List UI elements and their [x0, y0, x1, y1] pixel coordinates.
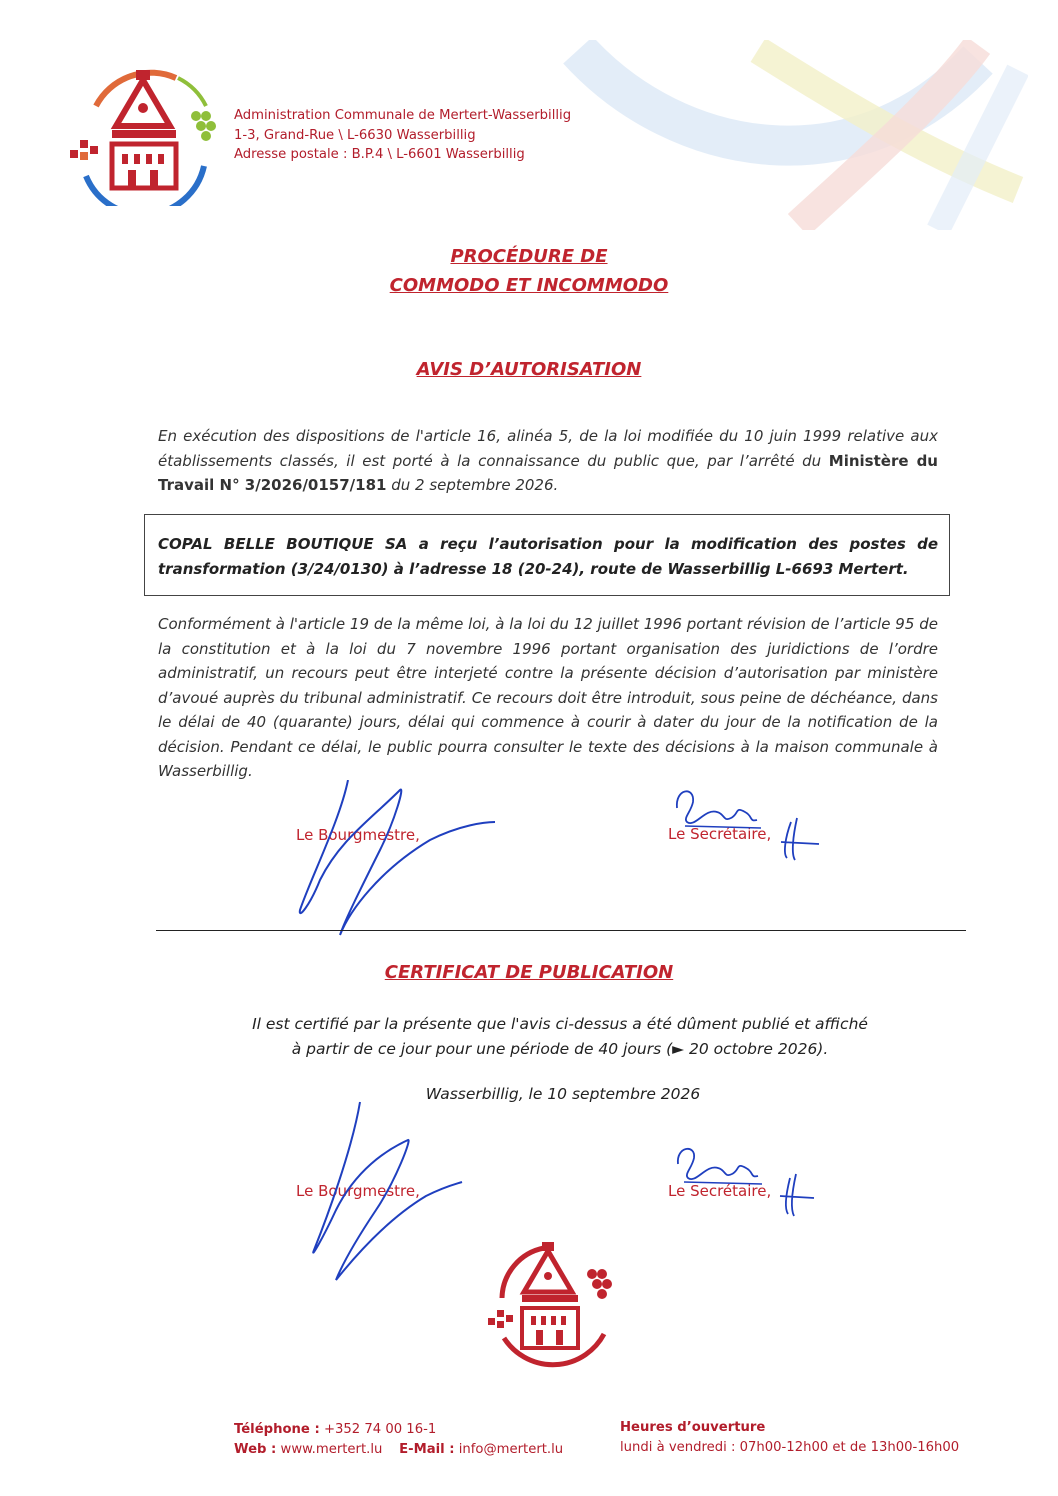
municipality-stamp-icon	[484, 1238, 620, 1370]
email-label: E-Mail :	[399, 1442, 455, 1457]
certificate-title: CERTIFICAT DE PUBLICATION	[384, 962, 674, 983]
secretary-label-2: Le Secrétaire,	[668, 1182, 772, 1200]
municipality-logo-icon	[66, 66, 226, 206]
mayor-signature-2-icon	[296, 1100, 466, 1290]
certificate-text	[0, 1012, 1058, 1062]
intro-text-part1: En exécution des dispositions de l'article 16, alinéa 5, de la loi modifiée du 10 juin 1999 relative aux établissements classés, il est porté à la connaissance du public que, par l’arrêté du	[158, 427, 938, 470]
phone-number: +352 74 00 16-1	[323, 1422, 437, 1437]
authorization-text: COPAL BELLE BOUTIQUE SA a reçu l’autorisation pour la modification des postes de transformation (3/24/0130) à l’adresse 18 (20-24), route de Wasserbillig L-6693 Mertert.	[158, 535, 938, 578]
organization-postal-address: Adresse postale : B.P.4 \ L-6601 Wasserbillig	[234, 147, 525, 162]
mayor-label-2: Le Bourgmestre,	[296, 1182, 420, 1200]
website-link[interactable]: www.mertert.lu	[280, 1442, 383, 1457]
decorative-swoosh	[558, 40, 1028, 230]
secretary-label: Le Secrétaire,	[668, 825, 772, 843]
web-label: Web :	[234, 1442, 277, 1457]
certificate-line2: à partir de ce jour pour une période de 40 jours (► 20 octobre 2026).	[291, 1040, 829, 1058]
organization-header	[234, 106, 571, 165]
notice-title: AVIS D’AUTORISATION	[416, 359, 642, 380]
hours-label: Heures d’ouverture	[620, 1420, 766, 1435]
document-title-line1: PROCÉDURE DE	[450, 246, 608, 267]
organization-name: Administration Communale de Mertert-Wasserbillig	[234, 108, 572, 123]
section-divider	[156, 930, 966, 931]
organization-address: 1-3, Grand-Rue \ L-6630 Wasserbillig	[234, 127, 476, 143]
mayor-label: Le Bourgmestre,	[296, 826, 420, 844]
mayor-signature-icon	[290, 780, 500, 940]
appeal-paragraph: Conformément à l'article 19 de la même loi, à la loi du 12 juillet 1996 portant révision de l’article 95 de la constitution et à la loi du 7 novembre 1996 portant organisation des juridictions de l’ordre administratif, un recours peut être interjeté contre la présente décision d’autorisation par ministère d’avoué auprès du tribunal administratif. Ce recours doit être introduit, sous peine de déchéance, dans le délai de 40 (quarante) jours, délai qui commence à courir à dater du jour de la notification de la décision. Pendant ce délai, le public pourra consulter le texte des décisions à la maison communale à Wasserbillig.	[158, 615, 938, 780]
phone-label: Téléphone :	[234, 1422, 320, 1437]
place-date: Wasserbillig, le 10 septembre 2026	[425, 1085, 701, 1103]
intro-paragraph	[158, 424, 938, 498]
email-link[interactable]: info@mertert.lu	[458, 1442, 564, 1457]
footer-hours	[620, 1418, 959, 1458]
secretary-signature-2-icon	[668, 1136, 828, 1226]
certificate-line1: Il est certifié par la présente que l'avis ci-dessus a été dûment publié et affiché	[252, 1015, 868, 1033]
document-title-line2: COMMODO ET INCOMMODO	[389, 275, 669, 296]
ministry-reference: Ministère du Travail N° 3/2026/0157/181	[158, 451, 938, 494]
hours-text: lundi à vendredi : 07h00-12h00 et de 13h00-16h00	[620, 1440, 960, 1455]
intro-text-part2: du 2 septembre 2026.	[386, 476, 559, 494]
footer-contact	[234, 1420, 563, 1460]
secretary-signature-icon	[665, 778, 835, 868]
